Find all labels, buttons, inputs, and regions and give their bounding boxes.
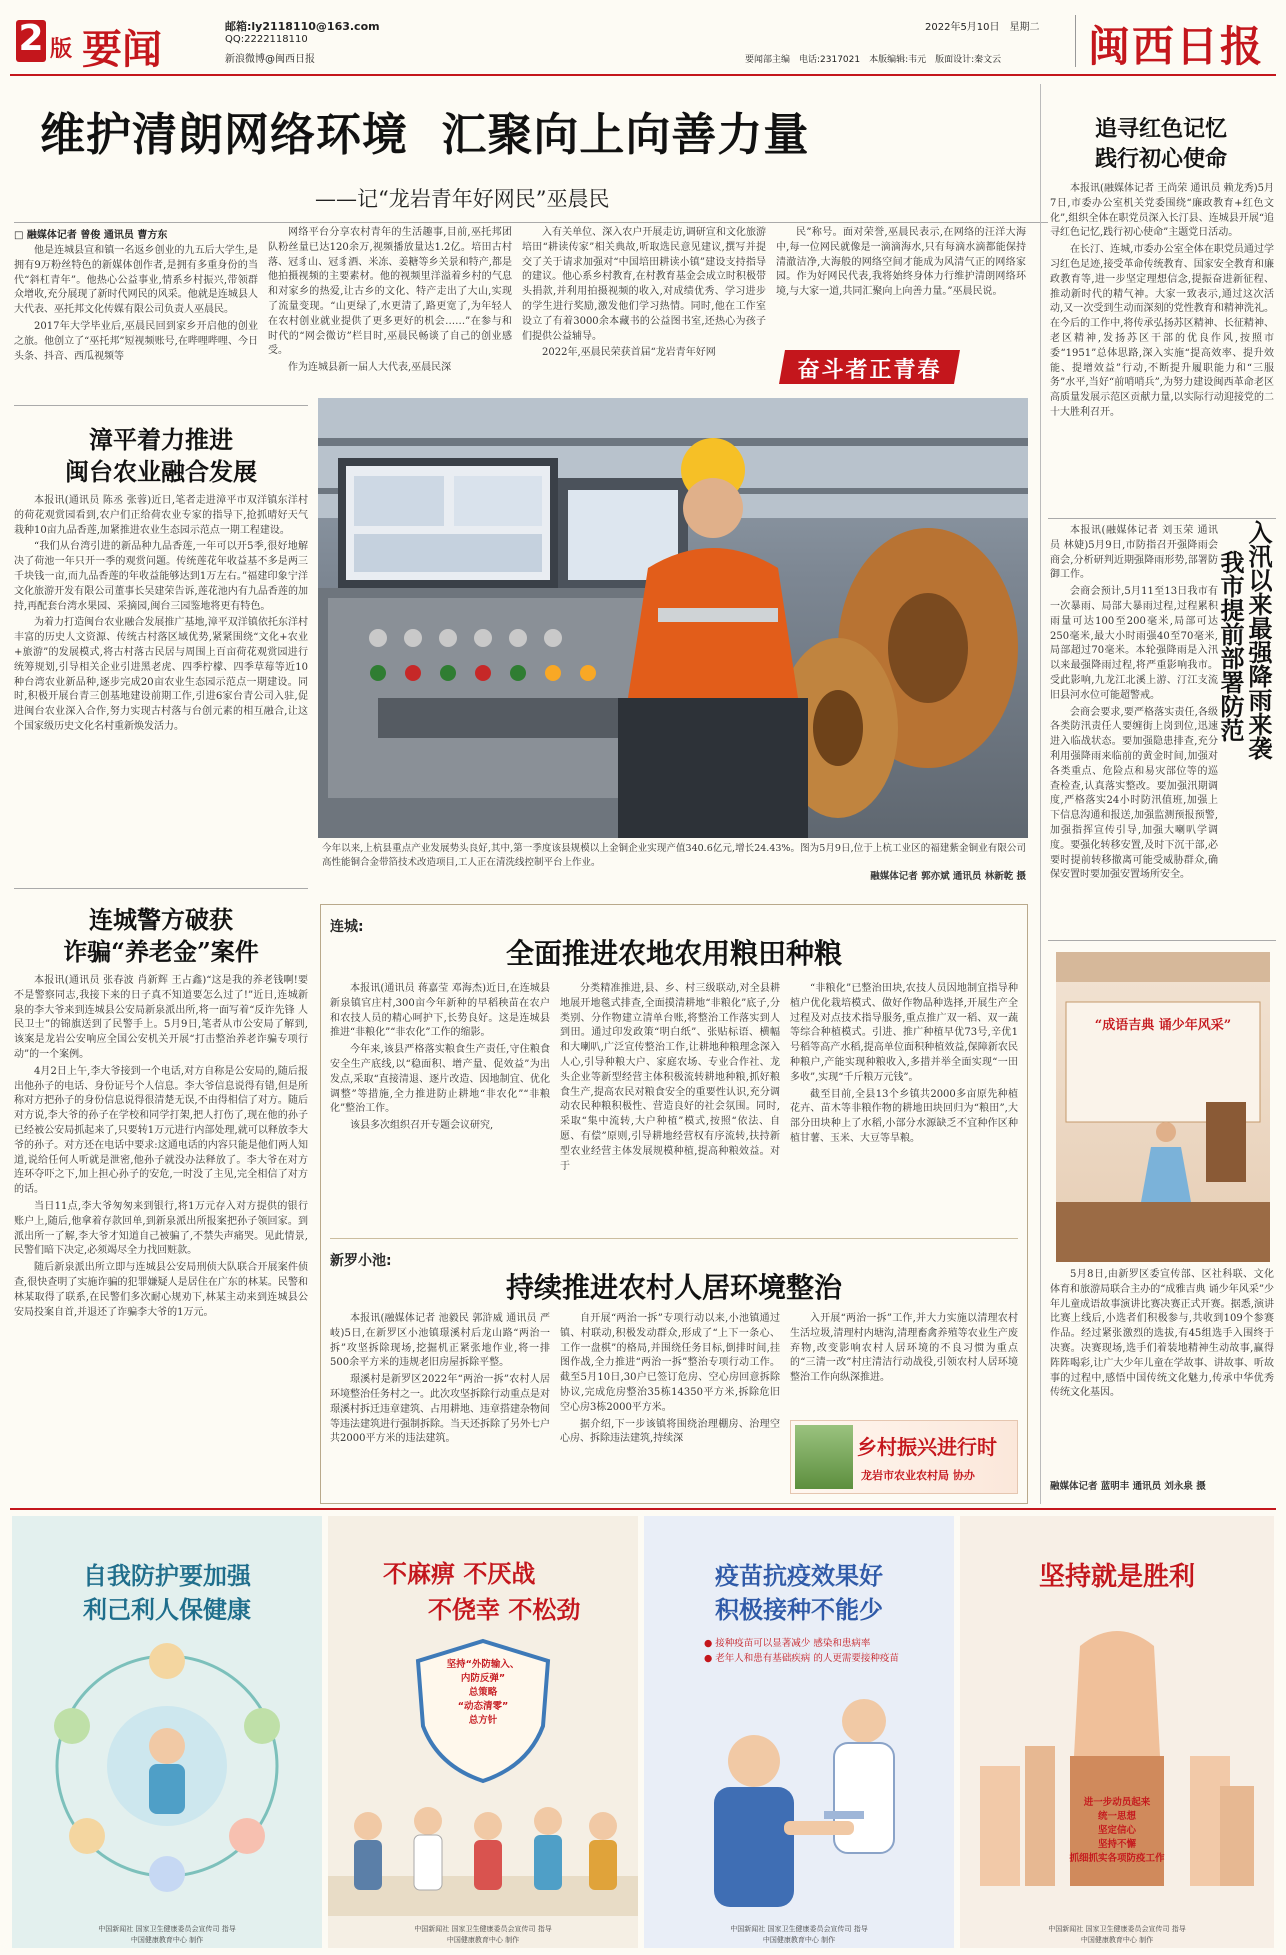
banner-line: 抓细抓实各项防疫工作 bbox=[1069, 1853, 1165, 1864]
liancheng-body bbox=[14, 974, 308, 1446]
paragraph: 本报讯(融媒体记者 刘玉荣 通讯员 林婕)5月9日,市防指召开强降雨会商会,分析研判近期强降雨形势,部署防御工作。 bbox=[1050, 525, 1218, 581]
paragraph: 会商会要求,要严格落实责任,各级各类防汛责任人要缠街上岗到位,迅速进入临战状态。要加强隐患排查,充分利用强降雨来临前的黄金时间,加强对各类重点、危险点和易灾部位等的巡查检查,认真落实整改。要加强汛期调度,严格落实24小时防汛值班,加强上下信息沟通和报送,加强监测预报预警,加强指挥宣传引导,加强大喇叭学调度。要强化转移安置,及时下沉干部,必要时提前转移撤离可能受威胁群众,确保安置时要加强安置场所安全。 bbox=[1050, 706, 1218, 881]
shield-line: 坚持“外防输入、 bbox=[446, 1659, 520, 1670]
issue-date: 2022年5月10日 星期二 bbox=[925, 22, 1040, 33]
paragraph: 他是连城县宣和镇一名返乡创业的九五后大学生,是拥有9万粉丝特色的新媒体创作者,是拥有多重身份的当代“斜杠青年”。他热心公益事业,情系乡村振兴,带领群众增收,充分展现了新时代网民的风采。他就是连城县人大代表、巫托邦文化传媒有限公司负责人巫晨民。 bbox=[14, 245, 258, 316]
lead-column-1 bbox=[14, 244, 258, 394]
masthead-rule bbox=[10, 74, 1276, 76]
editor-line: 要闻部主编 电话:2317021 本版编辑:韦元 版面设计:秦文云 bbox=[745, 55, 1002, 65]
red-memory-body bbox=[1050, 182, 1274, 514]
left-rule-2 bbox=[14, 888, 308, 889]
shield-line: “动态清零” bbox=[457, 1701, 509, 1712]
zhangping-title-2: 闽台农业融合发展 bbox=[65, 457, 257, 486]
lead-column-3 bbox=[522, 226, 766, 394]
poster-3-footer-2: 中国健康教育中心 制作 bbox=[762, 1936, 836, 1944]
paragraph: 今年来,该县严格落实粮食生产责任,守住粮食安全生产底线,以“稳面积、增产量、促效益”为出发点,采取“直接清退、逐片改造、因地制宜、优化调整”等措施,全力推进防止耕地“非农化”“非粮化”整治工作。 bbox=[330, 1044, 550, 1115]
rain-title-1: 入汛以来最强降雨来袭 bbox=[1244, 520, 1273, 760]
paragraph: 截至目前,全县13个乡镇共2000多亩原先种植花卉、苗木等非粮作物的耕地田块回归为“粮田”,大部分田块种上了水稻,小部分水源缺乏不宜种作区种植甘薯、玉米、大豆等旱粮。 bbox=[790, 1088, 1018, 1144]
liancheng-title-1: 连城警方破获 bbox=[89, 905, 233, 934]
box-col-1 bbox=[330, 982, 550, 1232]
poster-3-line-2: 积极接种不能少 bbox=[715, 1596, 883, 1624]
paragraph: 本报讯(通讯员 陈丞 张蓉)近日,笔者走进漳平市双洋镇东洋村的荷花观赏园看到,农户们正给荷农业专家的指导下,抢抓晴好天气栽种10亩九品香莲,加紧推进农业生态园示范点一期工程建设。 bbox=[14, 495, 308, 536]
paragraph: 分类精准推进,县、乡、村三级联动,对全县耕地展开地毯式排查,全面摸清耕地“非粮化”底子,分类别、分作物建立清单台账,将整治工作落实到人到田。通过印发政策“明白纸”、张贴标语、横幅和大喇叭,广泛宣传整治工作,让耕地种粮理念深入人心,引导种粮大户、家庭农场、专业合作社、龙头企业等新型经营主体积极流转耕地种粮,抓好粮食生产,提高农民对粮食安全的重要性认识,充分调动农民种粮积极性、营造良好的社会氛围。同时,采取“集中流转,大户种植”模式,按照“依法、自愿、有偿”原则,引导耕地经营权有序流转,扶持新型农业经营主体发展规模种植,提高种粮效益。对于 bbox=[560, 983, 780, 1172]
shield-line: 总策略 bbox=[468, 1687, 498, 1698]
paper-name: 闽西日报 bbox=[1088, 22, 1265, 71]
persistence-banner bbox=[1040, 1796, 1194, 1866]
recital-credit: 融媒体记者 蓝明丰 通讯员 刘永泉 摄 bbox=[1050, 1481, 1206, 1492]
youth-badge-text: 奋斗者正青春 bbox=[797, 357, 942, 383]
banner-line: 进一步动员起来 bbox=[1083, 1797, 1151, 1808]
red-memory-title-2: 践行初心使命 bbox=[1094, 146, 1227, 172]
left-rule-1 bbox=[14, 405, 308, 406]
recital-photo bbox=[1056, 952, 1270, 1262]
paragraph: 本报讯(融媒体记者 池毅民 郭浒威 通讯员 严岐)5日,在新罗区小池镇璟溪村后龙山路“两治一拆”攻坚拆除现场,挖掘机正紧张地作业,将一排500余平方米的违规老旧房屋拆除平整。 bbox=[330, 1313, 550, 1369]
poster-vaccine bbox=[644, 1516, 954, 1948]
box-col-5 bbox=[560, 1312, 780, 1498]
page-suffix: 版 bbox=[50, 37, 73, 62]
box-col-6 bbox=[790, 1312, 1018, 1412]
box-title-1: 全面推进农地农用粮田种粮 bbox=[505, 937, 842, 970]
shield-line: 内防反弹” bbox=[460, 1673, 506, 1684]
poster-self-protection bbox=[12, 1516, 322, 1948]
paragraph: 2022年,巫晨民荣获首届“龙岩青年好网 bbox=[542, 347, 716, 359]
rural-sub: 龙岩市农业农村局 协办 bbox=[861, 1469, 975, 1482]
poster-4-footer-2: 中国健康教育中心 制作 bbox=[1080, 1936, 1154, 1944]
paragraph: 为着力打造闽台农业融合发展推广基地,漳平双洋镇依托东洋村丰富的历史人文资源、传统古村落区域优势,紧紧围绕“文化+农业+旅游”的发展模式,将古村落古民居与周围上百亩荷花观赏园进行统筹规划,引导相关企业引进黑老虎、四季柠檬、四季草莓等近10种台湾农业新品种,逐步完成20亩农业生态园示范点一期建设。同时,积极开展台青三创基地建设前期工作,引进6家台青公司入驻,促进闽台农业深入合作,努力实现古村落与台创元素的相互融合,让这个国家级历史文化名村重新焕发活力。 bbox=[14, 617, 308, 732]
photo-credit: 融媒体记者 郭亦斌 通讯员 林新乾 摄 bbox=[870, 871, 1026, 882]
box-inner-rule bbox=[330, 1238, 1018, 1239]
paragraph: 2017年大学毕业后,巫晨民回到家乡开启他的创业之旅。他创立了“巫托邦”短视频账号,在哔哩哔哩、今日头条、抖音、西瓜视频等 bbox=[14, 320, 258, 362]
lead-subhead: ——记“龙岩青年好网民”巫晨民 bbox=[315, 187, 610, 211]
banner-line: 坚持不懈 bbox=[1097, 1839, 1136, 1850]
zhangping-title-1: 漳平着力推进 bbox=[89, 425, 233, 454]
factory-photo bbox=[318, 398, 1028, 838]
paragraph: 5月8日,由新罗区委宣传部、区社科联、文化体育和旅游局联合主办的“成雅吉典 诵少年风采”少年儿童成语故事演讲比赛决赛正式开赛。据悉,演讲比赛上线后,小选者们积极参与,共收到109个参赛作品。经过紧张激烈的选拔,有45组选手入围终于决赛。决赛现场,选手们着装地精神生动故事,赢得阵阵喝彩,让广大少年儿童在学故事、讲故事、听故事的过程中,感悟中国传统文化魅力,传承中华优秀传统文化基因。 bbox=[1050, 1269, 1274, 1399]
poster-1-line-2: 利己利人保健康 bbox=[83, 1596, 251, 1624]
paragraph: 璟溪村是新罗区2022年“两治一拆”农村人居环境整治任务村之一。此次攻坚拆除行动重点是对璟溪村拆迁违章建筑、占用耕地、违章搭建杂物间等违法建筑进行强制拆除。当天还拆除了另外七户共2000平方米的违法建筑。 bbox=[330, 1374, 550, 1445]
box-col-2 bbox=[560, 982, 780, 1232]
rain-body bbox=[1050, 524, 1218, 936]
paragraph: 入有关单位、深入农户开展走访,调研宣和文化旅游培田“耕读传家”相关典故,听取选民意见建议,撰写并提交了关于请求加强对“中国培田耕读小镇”建设支持指导的建议。他心系乡村教育,在村教育基金会成立时积极带头捐款,并利用拍摄视频的收入,对成绩优秀、学习进步的学生进行奖励,激发他们学习热情。同时,他在工作室设立了有着3000余本藏书的公益图书室,还热心为孩子们提供公益辅导。 bbox=[522, 227, 766, 342]
masthead bbox=[0, 0, 1286, 80]
vaccination-illustration bbox=[664, 1691, 934, 1916]
paragraph: 民”称号。面对荣誉,巫晨民表示,在网络的汪洋大海中,每一位网民就像是一滴滴海水,只有每滴水滴都能保持清澈洁净,大海般的网络空间才能成为风清气正的网络家园。作为好网民代表,我将始终身体力行维护清朗网络环境,与大家一道,共同汇聚向上向善力量。”巫晨民说。 bbox=[776, 227, 1026, 298]
contact-email: 邮箱:ly2118110@163.com bbox=[225, 20, 380, 33]
poster-1-footer-2: 中国健康教育中心 制作 bbox=[130, 1936, 204, 1944]
paragraph: 当日11点,李大爷匆匆来到银行,将1万元存入对方提供的银行账户上,随后,他拿着存款回单,到新泉派出所报案把孙子领回家。到派出所一了解,李大爷才知道自己被骗了,不禁失声痛哭。见此情景,民警们暗下决定,必须竭尽全力找回赃款。 bbox=[14, 1200, 308, 1257]
paragraph: 在长汀、连城,市委办公室全体在职党员通过学习红色足迹,接受革命传统教育、国家安全教育和廉政教育等,进一步坚定理想信念,提振奋进新征程、推动新时代的精气神。大家一致表示,通过这次活动,又一次受到生动而深刻的党性教育和精神洗礼。在今后的工作中,将传承弘扬苏区精神、长征精神、老区精神,发扬苏区干部的优良作风,按照市委“1951”总体思路,深入实施“提高效率、提升效能、提增效益”行动,不断提升履职能力和“三服务”水平,当好“前哨哨兵”,为努力建设闽西革命老区高质量发展示范区贡献力量,以实际行动迎接党的二十大胜利召开。 bbox=[1050, 244, 1274, 418]
page-number: 2 bbox=[18, 18, 44, 59]
poster-top-rule bbox=[10, 1508, 1276, 1510]
stage-illustration bbox=[1056, 952, 1270, 1262]
rural-photo bbox=[795, 1425, 853, 1489]
masthead-divider bbox=[1075, 15, 1076, 67]
lead-headline: 维护清朗网络环境 汇聚向上向善力量 bbox=[40, 108, 810, 161]
right-rule-2 bbox=[1048, 940, 1276, 941]
poster-4-footer-1: 中国新闻社 国家卫生健康委员会宣传司 指导 bbox=[1048, 1925, 1186, 1933]
poster-2-line-1: 不麻痹 不厌战 bbox=[383, 1560, 536, 1588]
contact-qq: QQ:2222118110 bbox=[225, 34, 308, 45]
rain-title-2: 我市提前部署防范 bbox=[1216, 550, 1245, 742]
paragraph: 本报讯(通讯员 蒋嘉莹 邓海杰)近日,在连城县新泉镇官庄村,300亩今年新种的早稻秧苗在农户和农技人员的精心呵护下,长势良好。这是连城县推进“非粮化”“非农化”工作的缩影。 bbox=[330, 983, 550, 1039]
stage-banner-text: “成语吉典 诵少年风采” bbox=[1094, 1018, 1232, 1033]
lead-column-2 bbox=[268, 226, 512, 394]
paragraph: “非粮化”已整治田块,农技人员因地制宜指导种植户优化栽培模式、做好作物品种选择,开展生产全过程及对点技术指导服务,重点推广双一稻、双一蔬等综合种植模式。引进、推广种植早优73号,辛优1号稻等高产水稻,提高单位面积种植效益,保障新农民种粮户,产能实现种粮收入,多措并举全面实现“一田多收”,实现“千斤粮万元钱”。 bbox=[790, 983, 1018, 1083]
box-label-liancheng: 连城: bbox=[330, 919, 364, 935]
poster-2-footer-2: 中国健康教育中心 制作 bbox=[446, 1936, 520, 1944]
right-rule-1 bbox=[1048, 518, 1276, 519]
bullet-item: ● 老年人和患有基础疾病 的人更需要接种疫苗 bbox=[704, 1653, 899, 1664]
paragraph: 作为连城县新一届人大代表,巫晨民深 bbox=[288, 362, 452, 374]
shield-text bbox=[423, 1658, 543, 1728]
section-name: 要闻 bbox=[82, 27, 162, 73]
paragraph: 随后新泉派出所立即与连城县公安局刑侦大队联合开展案件侦查,很快查明了实施诈骗的犯罪嫌疑人是居住在广东的林某。民警和林某取得了联系,在民警们多次耐心规劝下,林某主动来到连城县公安局投案自首,并退还了诈骗李大爷的1万元。 bbox=[14, 1262, 308, 1318]
paragraph: 本报讯(通讯员 张春波 肖新辉 王占鑫)“这是我的养老钱啊!要不是警察同志,我接下来的日子真不知道要怎么过了!”近日,连城新泉的李大爷来到连城县公安局新泉派出所,将一面写着“反诈先锋 人民卫士”的锦旗送到了民警手上。5月9日,笔者从市公安局了解到,该案是龙岩公安响应全国公安机关开展“打击整治养老诈骗专项行动”的一个案例。 bbox=[14, 975, 308, 1060]
paragraph: 入开展“两治一拆”工作,并大力实施以清理农村生活垃圾,清理村内塘沟,清理畜禽养殖等农业生产废弃物,改变影响农村人居环境的不良习惯为重点的“三清一改”村庄清洁行动战役,引领农村人居环境整治工作向纵深推进。 bbox=[790, 1313, 1018, 1384]
crowd-illustration bbox=[328, 1786, 638, 1916]
paragraph: 本报讯(融媒体记者 王尚荣 通讯员 赖龙秀)5月7日,市委办公室机关党委围绕“廉政教育+红色文化”,组织全体在职党员深入长汀县、连城县开展“追寻红色记忆,践行初心使命”主题党日活动。 bbox=[1050, 183, 1274, 239]
paragraph: 该县多次组织召开专题会议研究, bbox=[350, 1120, 494, 1132]
paragraph: 网络平台分享农村青年的生活趣事,目前,巫托邦团队粉丝量已达120余万,视频播放量达1.2亿。培田古村落、冠豸山、冠豸酒、米冻、姜糖等乡关景和特产,都是他拍摄视频的主要素材。他的视频里洋溢着乡村的气息和对家乡的热爱,让古乡的文化、特产走出了大山,实现了流量变现。“山更绿了,水更清了,路更宽了,为年轻人在农村创业就业提供了更多更好的机会……”在参与和时代的“网会微访”栏目时,巫晨民畅谈了自己的创业感受。 bbox=[268, 227, 512, 357]
poster-2-line-2: 不侥幸 不松劲 bbox=[428, 1596, 581, 1624]
paragraph: “我们从台湾引进的新品种九品香莲,一年可以开5季,很好地解决了荷池一年只开一季的观赏问题。传统莲花年收益基不多是两三千块钱一亩,而九品香莲的年收益能够达到1万左右。”福建印象宁洋文化旅游开发有限公司董事长吴建荣告诉,莲花池内有九品香莲的加持,再配套台湾水果园、采摘园,闽台三园鉴地将更有特色。 bbox=[14, 541, 308, 612]
box-col-4 bbox=[330, 1312, 550, 1498]
photo-caption: 今年以来,上杭县重点产业发展势头良好,其中,第一季度该县规模以上金铜企业实现产值340.6亿元,增长24.43%。图为5月9日,位于上杭工业区的福建紫金铜业有限公司高性能铜合金带箔技术改造项目,工人正在清洗线控制平台上作业。 bbox=[322, 843, 1026, 868]
contact-weibo: 新浪微博@闽西日报 bbox=[225, 54, 315, 65]
paragraph: 会商会预计,5月11至13日我市有一次暴雨、局部大暴雨过程,过程累积雨量可达100至200毫米,局部可达250毫米,最大小时雨强40至70毫米,局部超过70毫米。本轮强降雨是入汛以来最强降雨过程,将严重影响我市。受此影响,九龙江北溪上游、汀江支流旧县河水位可能超警戒。 bbox=[1050, 586, 1218, 701]
vaccine-bullets bbox=[704, 1636, 904, 1666]
bullet-item: ● 接种疫苗可以显著减少 感染和患病率 bbox=[704, 1638, 871, 1649]
poster-no-slack bbox=[328, 1516, 638, 1948]
poster-1-footer-1: 中国新闻社 国家卫生健康委员会宣传司 指导 bbox=[98, 1925, 236, 1933]
paragraph: 据介绍,下一步该镇将围绕治理棚房、治理空心房、拆除违法建筑,持续深 bbox=[560, 1418, 780, 1445]
factory-scene-illustration bbox=[318, 398, 1028, 838]
paragraph: 4月2日上午,李大爷接到一个电话,对方自称是公安局的,随后报出他孙子的电话、身份证号个人信息。李大爷信息说得有错,但是所称对方把孙子的身份信息说得很清楚无误,不由得相信了对方。随后对方说,李大爷的孙子在学校和同学打架,把人打伤了,现在他的孙子已经被公安局抓起来了,只要转1万元进行内部处理,就可以释放李大爷的孙子。对方还在电话中要求:这通电话的内容只能是他们两人知道,说给任何人听就是泄密,他孙子就没办法释放了。李大爷在对方连环夺吓之下,加上担心孙子的安危,一时没了主见,完全相信了对方的话。 bbox=[14, 1065, 308, 1196]
paragraph: 自开展“两治一拆”专项行动以来,小池镇通过镇、村联动,积极发动群众,形成了“上下一条心、工作一盘棋”的格局,并围绕任务目标,倒排时间,挂图作战,全力推进“两治一拆”整治专项行动工作。截至5月10日,30户已签订危房、空心房回意拆除协议,完成危房整治35栋14350平方米,拆除危旧空心房3栋2000平方米。 bbox=[560, 1313, 780, 1413]
lead-column-4 bbox=[776, 226, 1026, 344]
poster-3-line-1: 疫苗抗疫效果好 bbox=[715, 1562, 883, 1590]
poster-3-footer-1: 中国新闻社 国家卫生健康委员会宣传司 指导 bbox=[730, 1925, 868, 1933]
recital-caption bbox=[1050, 1268, 1274, 1474]
banner-line: 坚定信心 bbox=[1097, 1825, 1136, 1836]
rural-revitalization-banner bbox=[790, 1420, 1018, 1494]
poster-2-footer-1: 中国新闻社 国家卫生健康委员会宣传司 指导 bbox=[414, 1925, 552, 1933]
red-memory-title-1: 追寻红色记忆 bbox=[1094, 116, 1227, 142]
box-title-2: 持续推进农村人居环境整治 bbox=[505, 1271, 842, 1304]
shield-line: 总方针 bbox=[468, 1715, 498, 1726]
poster-1-circle-illustration bbox=[37, 1636, 297, 1896]
poster-1-line-1: 自我防护要加强 bbox=[83, 1562, 251, 1590]
banner-line: 统一思想 bbox=[1097, 1811, 1136, 1822]
poster-4-line-1: 坚持就是胜利 bbox=[1038, 1562, 1195, 1592]
liancheng-title-2: 诈骗“养老金”案件 bbox=[63, 937, 259, 966]
poster-persistence bbox=[960, 1516, 1274, 1948]
zhangping-body bbox=[14, 494, 308, 879]
box-label-xinluo: 新罗小池: bbox=[330, 1253, 392, 1269]
box-col-3 bbox=[790, 982, 1018, 1232]
lead-divider bbox=[14, 222, 1048, 223]
right-column-divider bbox=[1040, 84, 1041, 1504]
lead-byline: □ 融媒体记者 曾俊 通讯员 曹方东 bbox=[14, 230, 168, 241]
rural-title: 乡村振兴进行时 bbox=[857, 1435, 997, 1459]
